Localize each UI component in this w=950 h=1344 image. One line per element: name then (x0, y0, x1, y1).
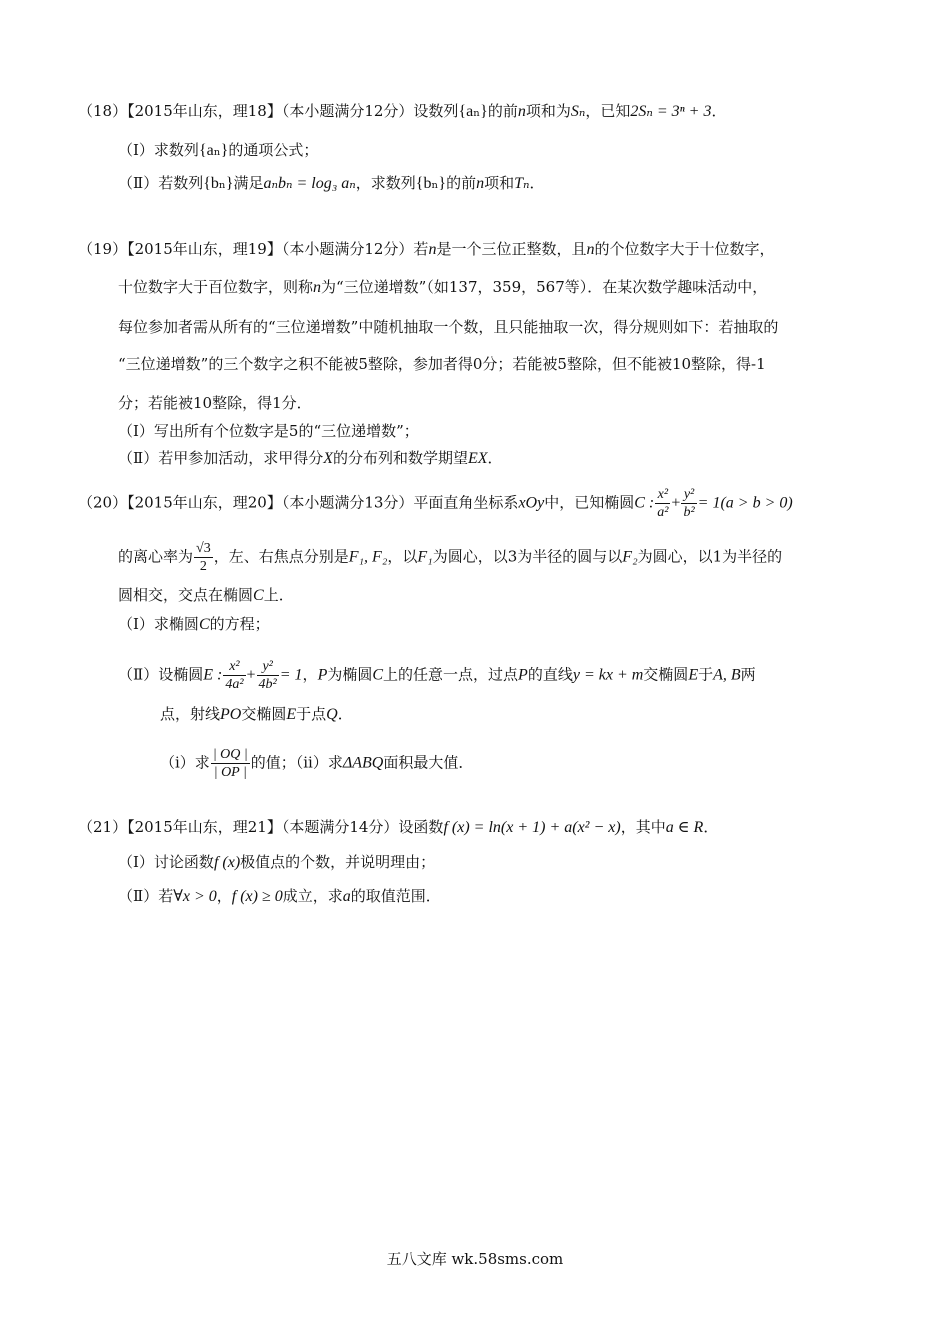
q20-C: C (253, 587, 264, 604)
q18-T: Tₙ (514, 175, 530, 192)
q20-text: 为圆心，以1为半径的 (637, 547, 783, 566)
q20-ellipse-C: C : (634, 494, 655, 512)
q18-text: ． (711, 102, 727, 120)
q20-frac-y2-b2 (681, 486, 696, 521)
q18-seq-a: {aₙ} (198, 142, 229, 159)
q21-inequality: f (x) ≥ 0 (231, 888, 283, 905)
q20-text: 为圆心，以3为半径的圆与以 (432, 547, 623, 566)
q20-part2-text: （Ⅱ）设椭圆 (118, 665, 204, 684)
q20-part1-text: （Ⅰ）求椭圆 (118, 615, 199, 633)
q18-part2-text: ，求数列 (355, 174, 416, 192)
q20-Q: Q (326, 706, 338, 723)
q21-part1-text: 极值点的个数，并说明理由； (240, 853, 436, 871)
q20-part2-text: 点，射线 (160, 705, 221, 723)
q20-part1-text: 的方程； (209, 615, 270, 633)
q18-stem (78, 100, 727, 123)
q20-P: P (317, 666, 328, 684)
q18-header: （18）【2015年山东，理18】（本小题满分12分）设数列 (78, 102, 459, 120)
q18-part2-text: 的前 (446, 174, 477, 192)
q20-triangle: ΔABQ (342, 754, 384, 772)
q20-subpart-text: 面积最大值． (383, 753, 474, 772)
q20-PO: PO (220, 706, 242, 723)
q18-n: n (517, 103, 526, 120)
q20-frac-den: 4b² (258, 677, 277, 692)
q20-stem-line1 (78, 486, 793, 521)
q18-part1-text: （Ⅰ）求数列 (118, 141, 199, 159)
q20-frac-x2-4a2 (223, 658, 245, 693)
q20-xoy: xOy (518, 494, 545, 512)
q21-text: ． (703, 818, 719, 836)
q20-foci: F₁, F₂ (348, 548, 388, 566)
q19-part2 (118, 447, 503, 470)
q18-part1-text: 的通项公式； (228, 141, 319, 159)
q20-frac-oq-op (211, 746, 250, 781)
q21-part2-text: ， (216, 887, 232, 905)
q20-frac-den: b² (683, 505, 695, 520)
q18-part2-text: 项和 (484, 174, 515, 192)
q21-stem (78, 816, 718, 839)
q19-part2-text: 的分布列和数学期望 (332, 449, 468, 467)
q20-part2-text: ， (302, 665, 318, 684)
q21-part2-text: 成立，求 (282, 887, 343, 905)
q19-n: n (428, 241, 437, 258)
q20-part2-text: 于点 (296, 705, 327, 723)
q20-frac-den: 4a² (225, 677, 244, 692)
q21-part1 (118, 851, 435, 874)
q20-frac-den: 2 (199, 559, 207, 574)
q20-line-eq: y = kx + m (572, 666, 644, 684)
q18-seq-b: {bₙ} (415, 175, 447, 192)
q20-AB: A, B (713, 666, 741, 684)
q20-F1: F₁ (417, 548, 433, 566)
q20-plus: + (671, 494, 681, 512)
q20-part1 (118, 613, 270, 636)
q20-part2-line2 (160, 703, 353, 726)
q20-C: C (372, 666, 384, 684)
q19-n: n (313, 279, 322, 296)
q20-C: C (198, 616, 210, 633)
q19-stem-line2 (118, 276, 767, 299)
q21-text: ，其中 (620, 818, 666, 836)
q19-header: （19）【2015年山东，理19】（本小题满分12分）若 (78, 240, 429, 258)
q20-subpart-text: 的值；（ii）求 (250, 753, 343, 772)
q20-E: E (286, 706, 297, 723)
q21-part2-text: 的取值范围． (350, 887, 441, 905)
q20-subparts (160, 746, 473, 781)
q19-stem-line4: “三位递增数”的三个数字之积不能被5整除，参加者得0分；若能被5整除，但不能被10整除，得-1 (118, 355, 766, 373)
q19-stem-line5: 分；若能被10整除，得1分． (118, 394, 312, 412)
q20-text: 圆相交，交点在椭圆 (118, 586, 254, 604)
footer-watermark: 五八文库 wk.58sms.com (386, 1250, 564, 1268)
q18-seq-a: {aₙ} (458, 103, 488, 120)
q19-text: 十位数字大于百位数字，则称 (118, 278, 314, 296)
q18-condition: 2Sₙ = 3ⁿ + 3 (630, 103, 712, 120)
q19-X: X (323, 450, 333, 467)
q20-part2-text: 上的任意一点，过点 (383, 665, 519, 684)
q20-E: E (688, 666, 699, 684)
q19-text: 的个位数字大于十位数字， (594, 240, 775, 258)
q21-header: （21）【2015年山东，理21】（本题满分14分）设函数 (78, 818, 444, 836)
q19-part1: （Ⅰ）写出所有个位数字是5的“三位递增数”； (118, 422, 419, 440)
q20-frac-num: √3 (196, 541, 211, 556)
q20-frac-num: | OQ | (212, 747, 248, 762)
q20-frac-num: y² (681, 486, 696, 504)
q19-text: 是一个三位正整数，且 (436, 240, 587, 258)
q20-part2-text: 的直线 (527, 665, 573, 684)
q19-stem-line1 (78, 238, 774, 261)
q21-part1-text: （Ⅰ）讨论函数 (118, 853, 214, 871)
q20-frac-num: y² (257, 658, 279, 676)
q21-fx: f (x) (213, 854, 241, 871)
q21-part2-text: （Ⅱ）若 (118, 887, 174, 905)
q20-part2-text: 于 (698, 665, 714, 684)
q20-text: 上． (263, 586, 294, 604)
q20-frac-x2-a2 (655, 486, 670, 521)
q18-part2 (118, 172, 545, 195)
q20-part2-text: 交椭圆 (643, 665, 689, 684)
q19-stem-line3: 每位参加者需从所有的“三位递增数”中随机抽取一个数，且只能抽取一次，得分规则如下：若抽取的 (118, 318, 779, 336)
q20-ellipse-E: E : (203, 666, 223, 684)
q18-S: Sₙ (570, 103, 586, 120)
q20-frac-eccentricity (194, 540, 213, 575)
q20-part2-text: ． (337, 705, 353, 723)
q21-a: a (342, 888, 351, 905)
q18-part2-text: （Ⅱ）若数列 (118, 174, 204, 192)
q21-function: f (x) = ln(x + 1) + a(x² − x) (443, 819, 621, 836)
q20-text: 中，已知椭圆 (544, 493, 635, 512)
q20-plus: + (246, 666, 256, 684)
q20-frac-den: | OP | (213, 765, 247, 780)
q20-frac-den: a² (657, 505, 669, 520)
q20-text: ，以 (387, 547, 418, 566)
q19-text: 为“三位递增数”（如137，359，567等）．在某次数学趣味活动中， (321, 278, 768, 296)
q21-forall: ∀x > 0 (173, 888, 217, 905)
q20-text: ，左、右焦点分别是 (213, 547, 349, 566)
q20-F2: F₂ (622, 548, 638, 566)
q20-P: P (518, 666, 528, 684)
q19-EX: EX (468, 450, 488, 467)
q20-equation: = 1(a > b > 0) (697, 494, 793, 512)
q20-text: 的离心率为 (118, 547, 194, 566)
q18-relation: aₙbₙ = log₃ aₙ (263, 175, 356, 192)
q19-part2-text: （Ⅱ）若甲参加活动，求甲得分 (118, 449, 324, 467)
q20-stem-line3 (118, 584, 294, 607)
q19-n: n (586, 241, 595, 258)
q19-part2-text: ． (487, 449, 503, 467)
q20-frac-num: x² (223, 658, 245, 676)
q20-part2-text: 为椭圆 (327, 665, 373, 684)
q18-seq-b: {bₙ} (203, 175, 234, 192)
q20-part2-text: 交椭圆 (241, 705, 287, 723)
q20-header: （20）【2015年山东，理20】（本小题满分13分）平面直角坐标系 (78, 493, 519, 512)
q20-frac-y2-4b2 (257, 658, 279, 693)
q21-part2 (118, 885, 441, 908)
q20-subpart-text: （i）求 (160, 753, 210, 772)
q18-part2-text: 满足 (233, 174, 264, 192)
q18-n: n (476, 175, 485, 192)
q20-part2-line1 (118, 658, 756, 693)
q21-a-in-R: a ∈ R (665, 819, 704, 836)
q18-part1 (118, 139, 318, 162)
q20-frac-num: x² (655, 486, 670, 504)
q18-text: 项和为 (525, 102, 571, 120)
q20-part2-text: 两 (740, 665, 756, 684)
q20-equation: = 1 (279, 666, 303, 684)
q18-text: ，已知 (585, 102, 631, 120)
q20-stem-line2 (118, 540, 782, 575)
q18-part2-text: ． (529, 174, 545, 192)
q18-text: 的前 (487, 102, 518, 120)
